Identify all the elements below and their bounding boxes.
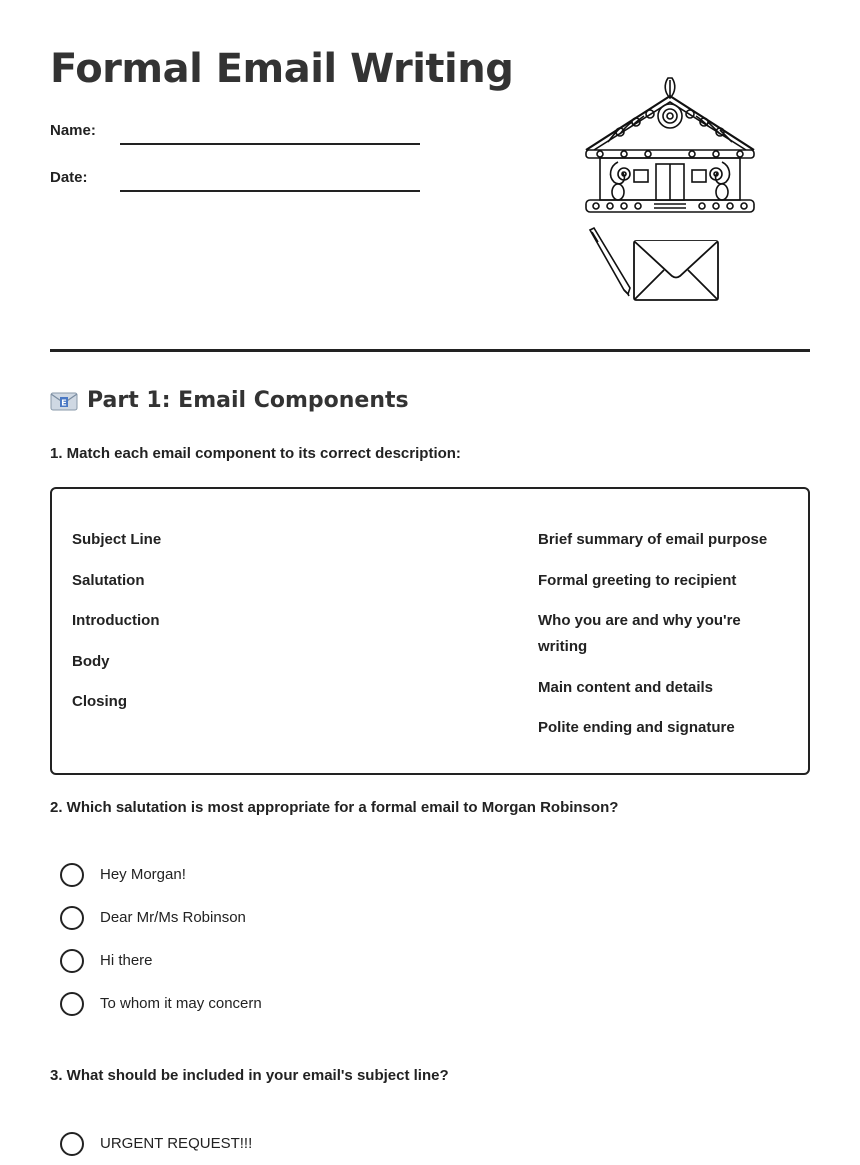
question-1: 1. Match each email component to its correct description: <box>50 445 461 462</box>
component-item[interactable]: Salutation <box>72 571 145 589</box>
description-item[interactable]: Brief summary of email purpose <box>538 531 768 548</box>
option-item[interactable] <box>60 982 262 1025</box>
question-2-options <box>60 853 262 1025</box>
illustration <box>580 70 765 310</box>
option-item[interactable] <box>60 896 262 939</box>
option-item[interactable] <box>60 939 262 982</box>
question-3-options <box>60 1122 252 1165</box>
radio-button[interactable] <box>60 992 84 1016</box>
option-label: To whom it may concern <box>100 995 262 1012</box>
radio-button[interactable] <box>60 1132 84 1156</box>
pen-icon <box>590 228 630 296</box>
component-item[interactable]: Introduction <box>72 612 160 629</box>
name-label: Name: <box>50 122 96 139</box>
email-icon <box>50 390 78 412</box>
worksheet-title: Formal Email Writing <box>50 46 514 92</box>
radio-button[interactable] <box>60 863 84 887</box>
section-title-text: Part 1: Email Components <box>87 388 409 413</box>
option-label: Hi there <box>100 952 153 969</box>
component-item[interactable]: Closing <box>72 693 127 710</box>
envelope-icon <box>634 241 718 300</box>
option-item[interactable] <box>60 853 262 896</box>
matching-box <box>50 487 810 775</box>
name-field[interactable] <box>50 122 430 152</box>
component-item[interactable]: Body <box>72 652 110 670</box>
description-item[interactable]: Who you are and why you're writing <box>538 612 741 655</box>
header-divider <box>50 349 810 352</box>
option-item[interactable] <box>60 1122 252 1165</box>
description-item[interactable]: Polite ending and signature <box>538 719 735 736</box>
option-label: Dear Mr/Ms Robinson <box>100 909 246 926</box>
question-2: 2. Which salutation is most appropriate for a formal email to Morgan Robinson? <box>50 799 619 816</box>
radio-button[interactable] <box>60 906 84 930</box>
svg-text:E: E <box>61 398 67 407</box>
date-label: Date: <box>50 169 88 186</box>
description-item[interactable]: Formal greeting to recipient <box>538 571 737 589</box>
description-item[interactable]: Main content and details <box>538 678 714 696</box>
component-list <box>72 527 372 730</box>
option-label: Hey Morgan! <box>100 866 186 883</box>
description-list <box>538 527 793 756</box>
name-input-line[interactable] <box>120 143 420 145</box>
question-3: 3. What should be included in your email's subject line? <box>50 1067 449 1084</box>
meeting-house-icon <box>586 78 754 212</box>
section-title <box>50 388 409 413</box>
date-input-line[interactable] <box>120 190 420 192</box>
option-label: URGENT REQUEST!!! <box>100 1135 253 1152</box>
radio-button[interactable] <box>60 949 84 973</box>
date-field[interactable] <box>50 169 430 199</box>
component-item[interactable]: Subject Line <box>72 531 162 548</box>
